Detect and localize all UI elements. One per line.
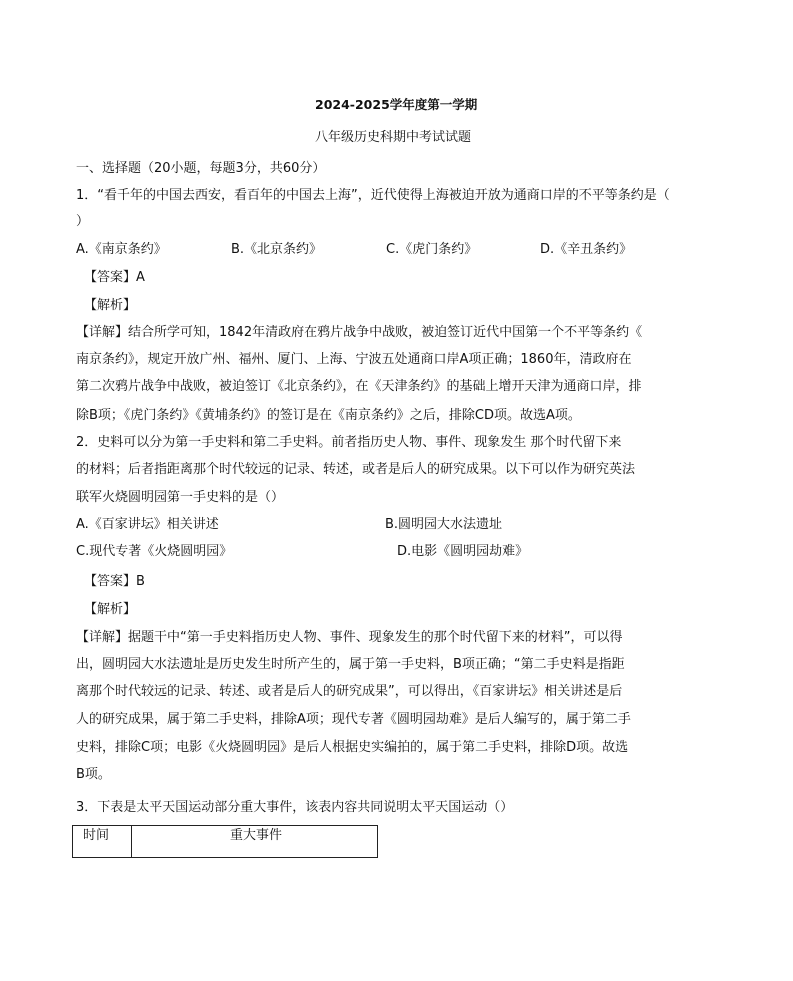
q2-option-d: D.电影《圆明园劫难》 [397,544,529,559]
q1-answer: 【答案】A [84,270,145,285]
events-table [72,825,378,858]
q2-detail-line3: 离那个时代较远的记录、转述、或者是后人的研究成果”，可以得出，《百家讲坛》相关讲述是后 [76,684,623,699]
q1-analysis-label: 【解析】 [84,298,137,313]
q2-stem-line2: 的材料；后者指距离那个时代较远的记录、转述，或者是后人的研究成果。以下可以作为研究英法 [76,462,636,477]
q2-analysis-label: 【解析】 [84,602,137,617]
q1-option-a: A.《南京条约》 [76,242,167,257]
q2-detail-line6: B项。 [76,767,111,782]
q2-detail-line5: 史料，排除C项；电影《火烧圆明园》是后人根据史实编拍的，属于第二手史料，排除D项。故选 [76,740,629,755]
q2-option-a: A.《百家讲坛》相关讲述 [76,517,219,532]
q2-detail-line2: 出，圆明园大水法遗址是历史发生时所产生的，属于第一手史料，B项正确；“第二手史料是指距 [76,657,625,672]
section-heading: 一、选择题（20小题，每题3分，共60分） [76,161,326,176]
q1-stem-line1: 1．“看千年的中国去西安，看百年的中国去上海”，近代使得上海被迫开放为通商口岸的不平等条约是（ [76,188,670,203]
table-header-row [73,826,378,858]
q1-option-c: C.《虎门条约》 [386,242,478,257]
q1-detail-line3: 第二次鸦片战争中战败，被迫签订《北京条约》，在《天津条约》的基础上增开天津为通商口岸，排 [76,379,642,394]
exam-year-title: 2024-2025学年度第一学期 [315,97,478,112]
q1-stem-line2: ） [76,214,90,229]
q2-stem-line3: 联军火烧圆明园第一手史料的是（） [76,490,285,505]
q2-detail-line1: 【详解】据题干中“第一手史料指历史人物、事件、现象发生的那个时代留下来的材料”，可以得 [76,630,623,645]
q1-detail-line2: 南京条约》，规定开放广州、福州、厦门、上海、宁波五处通商口岸A项正确；1860年，清政府在 [76,352,632,367]
q2-answer: 【答案】B [84,574,145,589]
q3-stem: 3．下表是太平天国运动部分重大事件，该表内容共同说明太平天国运动（） [76,800,514,815]
q2-stem-line1: 2．史料可以分为第一手史料和第二手史料。前者指历史人物、事件、现象发生 那个时代留下来 [76,435,622,450]
q2-option-c: C.现代专著《火烧圆明园》 [76,544,233,559]
q1-detail-line1: 【详解】结合所学可知，1842年清政府在鸦片战争中战败，被迫签订近代中国第一个不平等条约《 [76,325,643,340]
table-header-events: 重大事件 [132,826,378,858]
q1-option-b: B.《北京条约》 [231,242,323,257]
q2-option-b: B.圆明园大水法遗址 [385,517,503,532]
q2-detail-line4: 人的研究成果，属于第二手史料，排除A项；现代专著《圆明园劫难》是后人编写的，属于第二手 [76,712,631,727]
q1-option-d: D.《辛丑条约》 [540,242,633,257]
exam-title: 八年级历史科期中考试试题 [315,130,472,145]
q1-detail-line4: 除B项；《虎门条约》《黄埔条约》的签订是在《南京条约》之后，排除CD项。故选A项。 [76,408,581,423]
table-header-time: 时间 [73,826,132,858]
